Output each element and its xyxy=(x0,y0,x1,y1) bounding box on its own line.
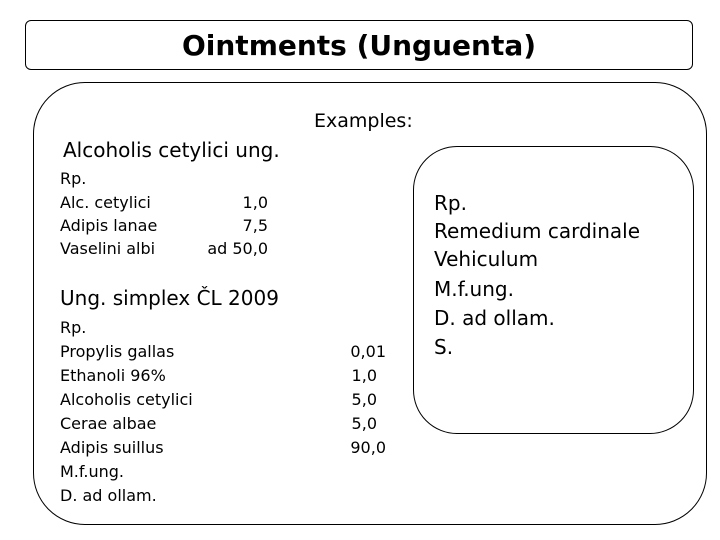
recipe3-line: S. xyxy=(434,335,454,359)
recipe1-row-amount: 1,0 xyxy=(242,193,268,212)
recipe1-rp: Rp. xyxy=(60,169,87,188)
recipe2-row-amount: 0,01 xyxy=(350,342,386,361)
recipe1-row-name: Vaselini albi xyxy=(60,239,156,258)
recipe2-d: D. ad ollam. xyxy=(60,486,157,505)
recipe1-row-name: Adipis lanae xyxy=(60,216,158,235)
recipe2-row-name: Ethanoli 96% xyxy=(60,366,166,385)
recipe2-title: Ung. simplex ČL 2009 xyxy=(60,286,279,310)
recipe1-row-amount: ad 50,0 xyxy=(207,239,268,258)
examples-label: Examples: xyxy=(314,110,413,132)
recipe2-row-name: Adipis suillus xyxy=(60,438,164,457)
recipe2-row-name: Propylis gallas xyxy=(60,342,175,361)
recipe3-line: Vehiculum xyxy=(434,247,539,271)
recipe1-row-name: Alc. cetylici xyxy=(60,193,151,212)
recipe2-row-amount: 5,0 xyxy=(351,414,377,433)
title-box xyxy=(25,20,693,70)
page-title: Ointments (Unguenta) xyxy=(181,28,537,62)
recipe2-rp: Rp. xyxy=(60,318,87,337)
recipe2-mf: M.f.ung. xyxy=(60,462,124,481)
recipe1-title: Alcoholis cetylici ung. xyxy=(63,138,280,162)
recipe3-line: Rp. xyxy=(434,191,467,215)
recipe3-line: D. ad ollam. xyxy=(434,306,555,330)
recipe2-row-name: Alcoholis cetylici xyxy=(60,390,193,409)
recipe3-line: Remedium cardinale xyxy=(434,219,641,243)
recipe2-row-amount: 5,0 xyxy=(351,390,377,409)
recipe2-row-amount: 90,0 xyxy=(350,438,386,457)
recipe1-row-amount: 7,5 xyxy=(242,216,268,235)
recipe2-row-amount: 1,0 xyxy=(351,366,377,385)
recipe3-line: M.f.ung. xyxy=(434,277,514,301)
recipe2-row-name: Cerae albae xyxy=(60,414,157,433)
